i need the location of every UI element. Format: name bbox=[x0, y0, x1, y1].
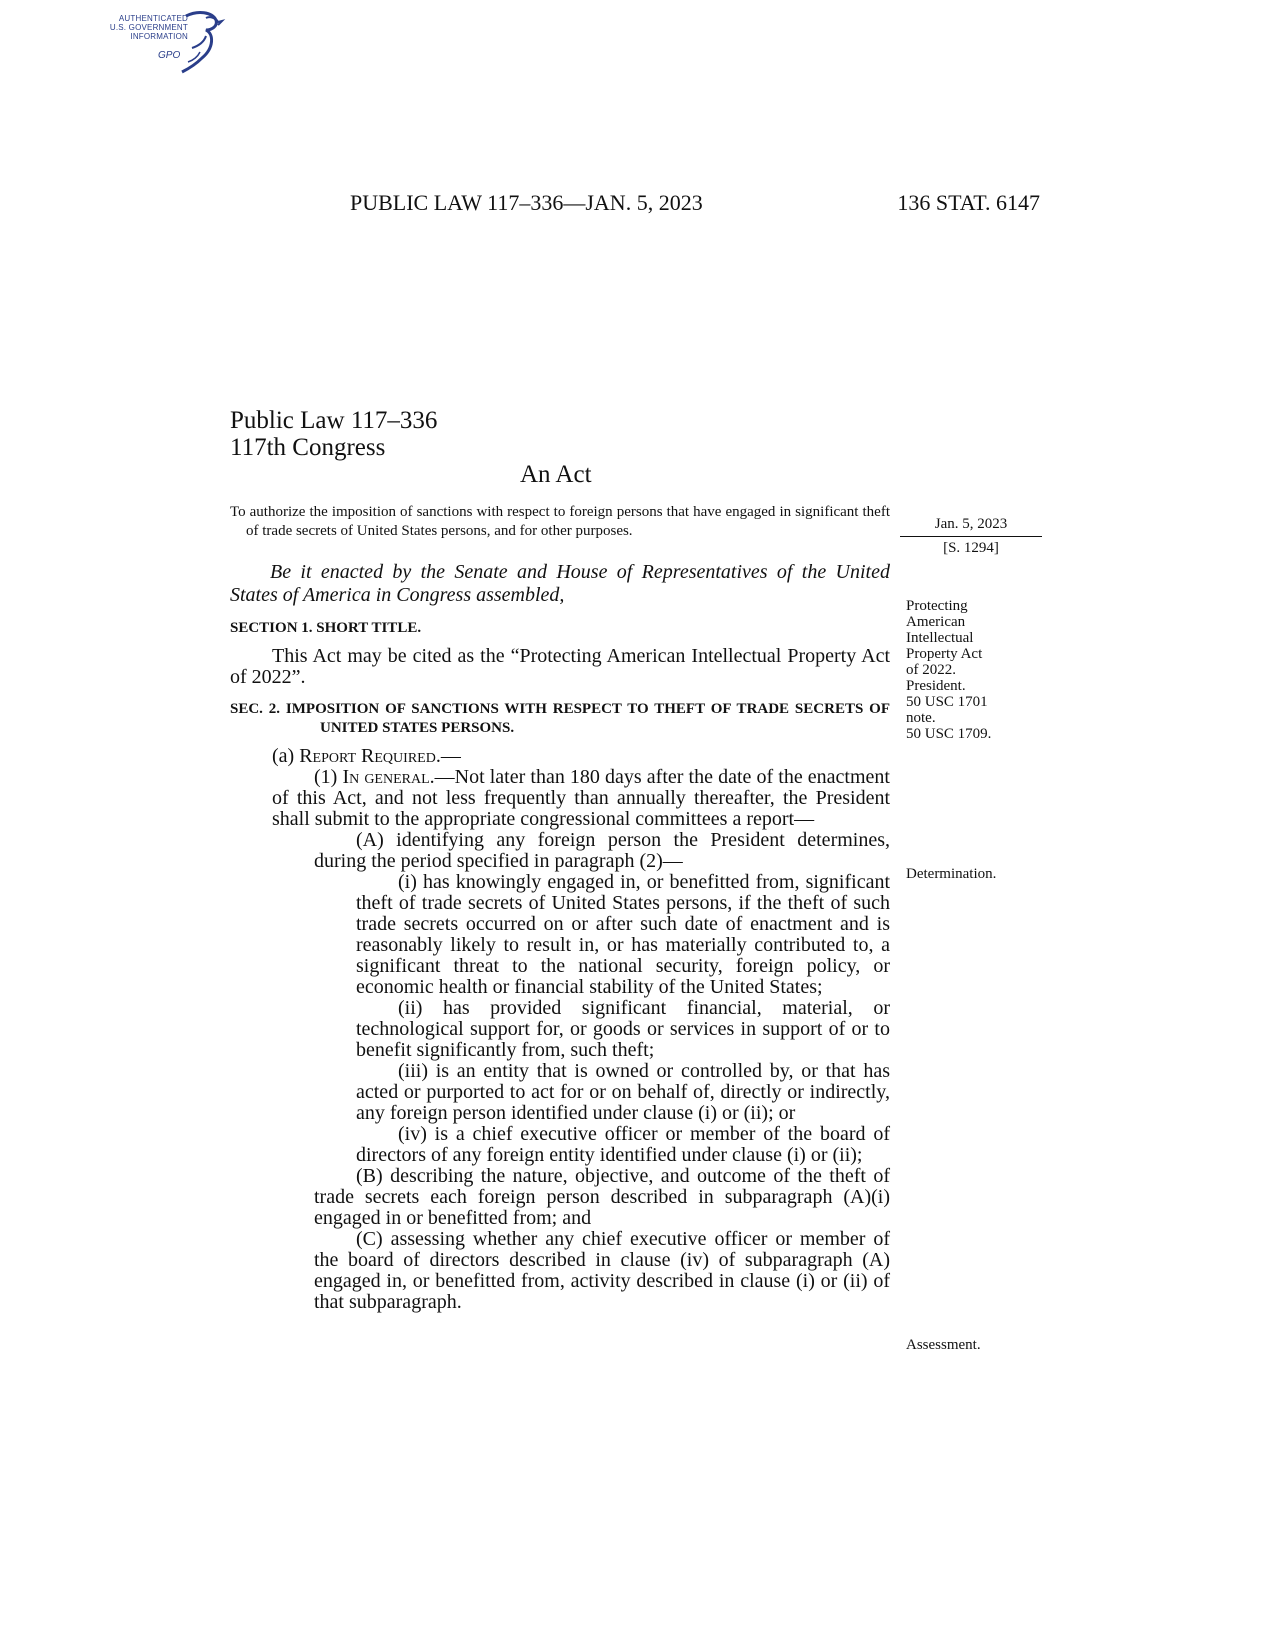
congress-number: 117th Congress bbox=[230, 434, 386, 461]
margin-note-line: 50 USC 1701 bbox=[906, 694, 988, 710]
margin-note-line: Protecting bbox=[906, 598, 968, 614]
subsection-a-label: (a) bbox=[272, 745, 300, 767]
running-head-stat: 136 STAT. 6147 bbox=[897, 190, 1040, 215]
seal-text bbox=[92, 14, 188, 41]
law-number: Public Law 117–336 bbox=[230, 407, 438, 434]
section-2-heading: SEC. 2. IMPOSITION OF SANCTIONS WITH RESPECT TO THEFT OF TRADE SECRETS OF UNITED STATES PERSONS. bbox=[230, 701, 890, 736]
margin-note-line: note. bbox=[906, 710, 936, 726]
subparagraph-B: (B) describing the nature, objective, and outcome of the theft of trade secrets each foreign person described in subparagraph (A)(i) engaged in or benefitted from; and bbox=[314, 1165, 890, 1229]
bill-number: [S. 1294] bbox=[943, 540, 999, 556]
eagle-icon bbox=[178, 8, 228, 78]
paragraph-1-label: (1) bbox=[314, 766, 343, 788]
purpose-clause: To authorize the imposition of sanctions with respect to foreign persons that have engaged in significant theft of trade secrets of United States persons, and for other purposes. bbox=[230, 504, 890, 539]
main-text bbox=[230, 503, 890, 1313]
section-1-heading: SECTION 1. SHORT TITLE. bbox=[230, 620, 422, 636]
margin-note-assessment: Assessment. bbox=[906, 1337, 981, 1353]
subsection-a-heading: Report Required bbox=[299, 745, 436, 767]
margin-note-short-title bbox=[906, 598, 991, 742]
clause-i: (i) has knowingly engaged in, or benefitted from, significant theft of trade secrets of United States persons, if the theft of such trade secrets occurred on or after such date of enactment and is reasonably likely to result in, or has materially contributed to, a significant threat to the national security, foreign policy, or economic health or financial stability of the United States; bbox=[356, 871, 890, 998]
margin-note-line: American bbox=[906, 614, 966, 630]
margin-note-line: of 2022. bbox=[906, 662, 956, 678]
margin-note-line: Property Act bbox=[906, 646, 983, 662]
subparagraph-A: (A) identifying any foreign person the President determines, during the period specified in paragraph (2)— bbox=[314, 829, 890, 872]
date-box bbox=[900, 516, 1042, 557]
paragraph-1 bbox=[230, 767, 890, 830]
seal-gpo-label: GPO bbox=[158, 50, 181, 61]
subsection-a-dash: .— bbox=[435, 745, 461, 767]
margin-note-line: 50 USC 1709. bbox=[906, 726, 992, 742]
running-head-title: PUBLIC LAW 117–336—JAN. 5, 2023 bbox=[350, 190, 703, 215]
law-heading bbox=[230, 407, 437, 461]
enacting-clause: Be it enacted by the Senate and House of Representatives of the United States of America in Congress assembled, bbox=[230, 561, 890, 606]
subparagraph-C: (C) assessing whether any chief executive officer or member of the board of directors described in clause (iv) of subparagraph (A) engaged in, or benefitted from, activity described in clause (i) or (ii) of that subparagraph. bbox=[314, 1228, 890, 1313]
margin-note-line: Intellectual bbox=[906, 630, 974, 646]
seal-line-2: U.S. GOVERNMENT bbox=[109, 23, 188, 32]
clause-iv: (iv) is a chief executive officer or member of the board of directors of any foreign entity identified under clause (i) or (ii); bbox=[356, 1123, 890, 1166]
clause-ii: (ii) has provided significant financial, material, or technological support for, or goods or services in support of or to benefit significantly from, such theft; bbox=[356, 997, 890, 1061]
paragraph-1-heading: In general bbox=[342, 766, 430, 788]
gpo-seal bbox=[92, 8, 232, 78]
date-divider bbox=[900, 536, 1042, 537]
margin-note-determination: Determination. bbox=[906, 866, 997, 882]
paragraph-1-text: .—Not later than 180 days after the date of the enactment of this Act, and not less frequently than annually thereafter, the President shall submit to the appropriate congressional committees a report— bbox=[272, 766, 890, 830]
margin-note-line: President. bbox=[906, 678, 966, 694]
act-title: An Act bbox=[520, 461, 592, 488]
section-1-text: This Act may be cited as the “Protecting American Intellectual Property Act of 2022”. bbox=[230, 645, 890, 688]
seal-line-1: AUTHENTICATED bbox=[118, 14, 188, 23]
running-head bbox=[350, 190, 1040, 220]
clause-iii: (iii) is an entity that is owned or controlled by, or that has acted or purported to act for or on behalf of, directly or indirectly, any foreign person identified under clause (i) or (ii); or bbox=[356, 1060, 890, 1124]
seal-line-3: INFORMATION bbox=[130, 32, 188, 41]
enactment-date: Jan. 5, 2023 bbox=[934, 516, 1008, 532]
subsection-a bbox=[230, 746, 890, 767]
